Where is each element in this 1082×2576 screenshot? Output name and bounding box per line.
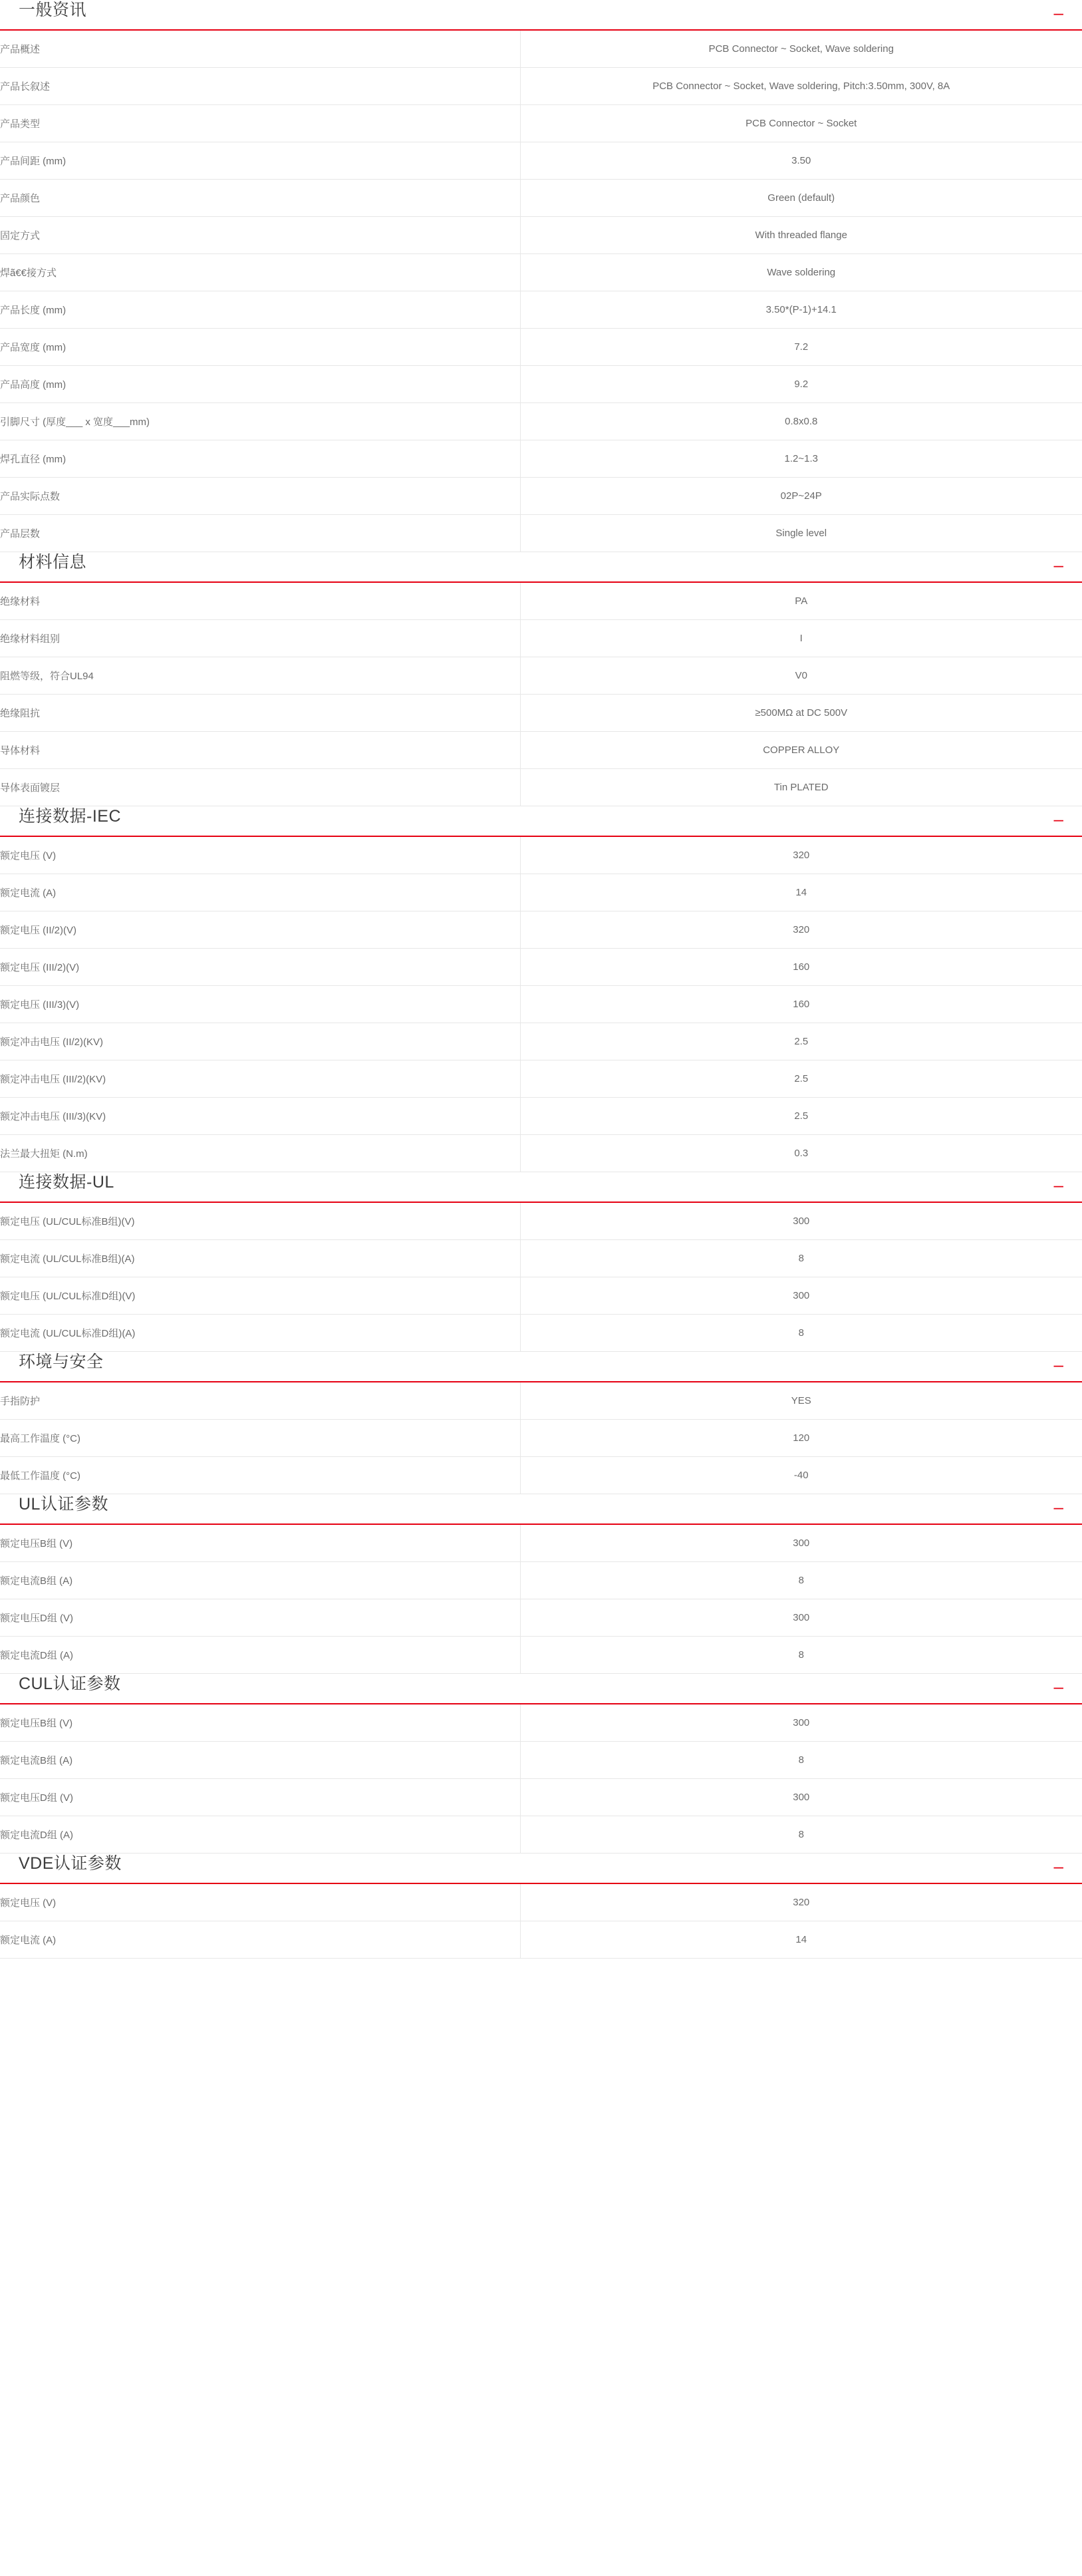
table-row: [0, 31, 1082, 68]
spec-key: 手指防护: [0, 1382, 520, 1420]
section-header[interactable]: [0, 1172, 1082, 1203]
spec-key: 额定电流 (UL/CUL标准D组)(A): [0, 1315, 520, 1352]
section-title: VDE认证参数: [19, 1854, 122, 1873]
table-row: [0, 366, 1082, 403]
spec-section: [0, 806, 1082, 1172]
spec-key: 引脚尺寸 (厚度___ x 宽度___mm): [0, 403, 520, 440]
spec-key: 最低工作温度 (°C): [0, 1457, 520, 1494]
spec-key: 绝缘材料组别: [0, 620, 520, 657]
spec-key: 额定电流B组 (A): [0, 1742, 520, 1779]
spec-section: [0, 1494, 1082, 1674]
spec-section: [0, 1853, 1082, 1959]
spec-value: COPPER ALLOY: [763, 744, 840, 756]
spec-value: 3.50*(P-1)+14.1: [765, 304, 837, 315]
table-row: [0, 986, 1082, 1023]
spec-table: [0, 837, 1082, 1172]
spec-key: 产品高度 (mm): [0, 366, 520, 403]
spec-value: 300: [793, 1717, 810, 1728]
table-row: [0, 1562, 1082, 1599]
spec-section: [0, 0, 1082, 552]
spec-key: 额定电压 (III/2)(V): [0, 949, 520, 986]
spec-key: 额定电压B组 (V): [0, 1525, 520, 1562]
spec-section: [0, 1172, 1082, 1352]
spec-value: 0.8x0.8: [785, 416, 818, 427]
spec-value: 8: [798, 1575, 804, 1586]
spec-key: 导体表面镀层: [0, 769, 520, 806]
spec-value: 320: [793, 1897, 810, 1908]
section-title: UL认证参数: [19, 1495, 108, 1514]
spec-key: 产品类型: [0, 105, 520, 142]
spec-value: 320: [793, 924, 810, 935]
spec-table: [0, 1884, 1082, 1959]
table-row: [0, 105, 1082, 142]
table-row: [0, 769, 1082, 806]
table-row: [0, 1382, 1082, 1420]
spec-value: Tin PLATED: [773, 782, 829, 793]
spec-value: -40: [793, 1470, 809, 1481]
table-row: [0, 1420, 1082, 1457]
spec-key: 产品长度 (mm): [0, 291, 520, 329]
table-row: [0, 291, 1082, 329]
table-row: [0, 583, 1082, 620]
spec-key: 绝缘阻抗: [0, 695, 520, 732]
table-row: [0, 1742, 1082, 1779]
table-row: [0, 1816, 1082, 1853]
spec-value: 120: [793, 1432, 810, 1444]
spec-value: 0.3: [794, 1148, 809, 1159]
spec-value: 8: [798, 1649, 804, 1661]
spec-key: 固定方式: [0, 217, 520, 254]
table-row: [0, 403, 1082, 440]
table-row: [0, 1315, 1082, 1352]
spec-key: 产品层数: [0, 515, 520, 552]
section-header[interactable]: [0, 1352, 1082, 1382]
collapse-toggle-icon[interactable]: –: [1053, 555, 1063, 575]
spec-key: 额定电流 (A): [0, 1921, 520, 1959]
table-row: [0, 695, 1082, 732]
section-title: 材料信息: [19, 553, 87, 571]
collapse-toggle-icon[interactable]: –: [1053, 1856, 1063, 1876]
table-row: [0, 254, 1082, 291]
section-header[interactable]: [0, 552, 1082, 583]
spec-value: I: [799, 633, 803, 644]
spec-key: 额定电流 (A): [0, 874, 520, 911]
spec-table: [0, 1525, 1082, 1674]
spec-key: 产品间距 (mm): [0, 142, 520, 180]
spec-value: 320: [793, 850, 810, 861]
spec-table: [0, 1704, 1082, 1853]
collapse-toggle-icon[interactable]: –: [1053, 1497, 1063, 1517]
section-title: CUL认证参数: [19, 1675, 121, 1693]
table-row: [0, 1921, 1082, 1959]
spec-value: 14: [795, 1934, 807, 1945]
table-row: [0, 620, 1082, 657]
table-row: [0, 1203, 1082, 1240]
table-row: [0, 949, 1082, 986]
spec-key: 额定电压 (UL/CUL标准D组)(V): [0, 1277, 520, 1315]
section-title: 环境与安全: [19, 1353, 104, 1371]
spec-value: 8: [798, 1829, 804, 1840]
spec-key: 焊孔直径 (mm): [0, 440, 520, 478]
spec-value: 300: [793, 1537, 810, 1549]
table-row: [0, 68, 1082, 105]
section-title: 连接数据-IEC: [19, 807, 122, 826]
table-row: [0, 1240, 1082, 1277]
table-row: [0, 1060, 1082, 1098]
spec-section: [0, 552, 1082, 806]
spec-value: Green (default): [767, 192, 835, 204]
spec-key: 额定电压 (V): [0, 1884, 520, 1921]
spec-key: 额定电流D组 (A): [0, 1816, 520, 1853]
spec-value: 14: [795, 887, 807, 898]
spec-value: 8: [798, 1327, 804, 1339]
table-row: [0, 478, 1082, 515]
spec-value: 300: [793, 1215, 810, 1227]
spec-key: 额定电流B组 (A): [0, 1562, 520, 1599]
section-header[interactable]: [0, 1853, 1082, 1884]
spec-table: [0, 1382, 1082, 1494]
spec-table: [0, 1203, 1082, 1352]
table-row: [0, 732, 1082, 769]
spec-table: [0, 31, 1082, 552]
spec-value: 1.2~1.3: [784, 453, 818, 464]
spec-value: ≥500MΩ at DC 500V: [755, 707, 848, 719]
spec-key: 法兰最大扭矩 (N.m): [0, 1135, 520, 1172]
spec-key: 最高工作温度 (°C): [0, 1420, 520, 1457]
table-row: [0, 1135, 1082, 1172]
table-row: [0, 1023, 1082, 1060]
spec-key: 额定电压B组 (V): [0, 1704, 520, 1742]
spec-value: Single level: [775, 528, 827, 539]
spec-key: 额定电压 (UL/CUL标准B组)(V): [0, 1203, 520, 1240]
section-header[interactable]: [0, 1674, 1082, 1704]
spec-value: 3.50: [791, 155, 811, 166]
table-row: [0, 1704, 1082, 1742]
spec-key: 产品宽度 (mm): [0, 329, 520, 366]
spec-value: PA: [795, 595, 808, 607]
spec-value: YES: [791, 1395, 811, 1406]
spec-value: 300: [793, 1612, 810, 1623]
spec-key: 产品颜色: [0, 180, 520, 217]
table-row: [0, 440, 1082, 478]
spec-value: V0: [795, 670, 807, 681]
spec-key: 产品实际点数: [0, 478, 520, 515]
spec-key: 额定冲击电压 (II/2)(KV): [0, 1023, 520, 1060]
spec-key: 额定电压D组 (V): [0, 1779, 520, 1816]
spec-value: 2.5: [794, 1073, 809, 1084]
spec-table: [0, 583, 1082, 806]
table-row: [0, 1779, 1082, 1816]
table-row: [0, 1599, 1082, 1637]
spec-key: 额定电压 (III/3)(V): [0, 986, 520, 1023]
collapse-toggle-icon[interactable]: –: [1053, 1355, 1063, 1374]
collapse-toggle-icon[interactable]: –: [1053, 809, 1063, 829]
spec-key: 阻燃等级，符合UL94: [0, 657, 520, 695]
section-title: 连接数据-UL: [19, 1173, 114, 1192]
collapse-toggle-icon[interactable]: –: [1053, 3, 1063, 23]
spec-value: 300: [793, 1792, 810, 1803]
table-row: [0, 874, 1082, 911]
spec-value: 02P~24P: [780, 490, 822, 502]
spec-key: 额定电压 (II/2)(V): [0, 911, 520, 949]
spec-value: 160: [793, 999, 810, 1010]
spec-section: [0, 1352, 1082, 1494]
spec-key: 额定电压D组 (V): [0, 1599, 520, 1637]
table-row: [0, 1457, 1082, 1494]
spec-key: 额定冲击电压 (III/3)(KV): [0, 1098, 520, 1135]
table-row: [0, 657, 1082, 695]
collapse-toggle-icon[interactable]: –: [1053, 1175, 1063, 1195]
spec-key: 额定电压 (V): [0, 837, 520, 874]
collapse-toggle-icon[interactable]: –: [1053, 1677, 1063, 1696]
spec-key: 额定冲击电压 (III/2)(KV): [0, 1060, 520, 1098]
table-row: [0, 1277, 1082, 1315]
table-row: [0, 837, 1082, 874]
spec-value: 2.5: [794, 1110, 809, 1122]
section-header[interactable]: [0, 1494, 1082, 1525]
spec-value: Wave soldering: [767, 267, 836, 278]
spec-key: 产品概述: [0, 31, 520, 68]
spec-key: 额定电流D组 (A): [0, 1637, 520, 1674]
spec-value: 7.2: [794, 341, 809, 353]
spec-value: PCB Connector ~ Socket, Wave soldering, Pitch:3.50mm, 300V, 8A: [652, 80, 950, 92]
table-row: [0, 1884, 1082, 1921]
spec-value: With threaded flange: [755, 230, 847, 241]
spec-value: 8: [798, 1754, 804, 1766]
spec-section: [0, 1674, 1082, 1853]
spec-value: PCB Connector ~ Socket, Wave soldering: [708, 43, 894, 55]
table-row: [0, 515, 1082, 552]
spec-key: 额定电流 (UL/CUL标准B组)(A): [0, 1240, 520, 1277]
table-row: [0, 329, 1082, 366]
spec-value: 8: [798, 1253, 804, 1264]
spec-key: 焊ã€€接方式: [0, 254, 520, 291]
section-title: 一般资讯: [19, 1, 87, 19]
spec-value: PCB Connector ~ Socket: [745, 118, 857, 129]
spec-value: 160: [793, 961, 810, 973]
table-row: [0, 217, 1082, 254]
table-row: [0, 911, 1082, 949]
spec-value: 300: [793, 1290, 810, 1301]
table-row: [0, 180, 1082, 217]
spec-key: 导体材料: [0, 732, 520, 769]
section-header[interactable]: [0, 806, 1082, 837]
spec-key: 绝缘材料: [0, 583, 520, 620]
table-row: [0, 142, 1082, 180]
spec-value: 9.2: [794, 379, 809, 390]
table-row: [0, 1098, 1082, 1135]
section-header[interactable]: [0, 0, 1082, 31]
spec-key: 产品长叙述: [0, 68, 520, 105]
table-row: [0, 1525, 1082, 1562]
table-row: [0, 1637, 1082, 1674]
spec-value: 2.5: [794, 1036, 809, 1047]
